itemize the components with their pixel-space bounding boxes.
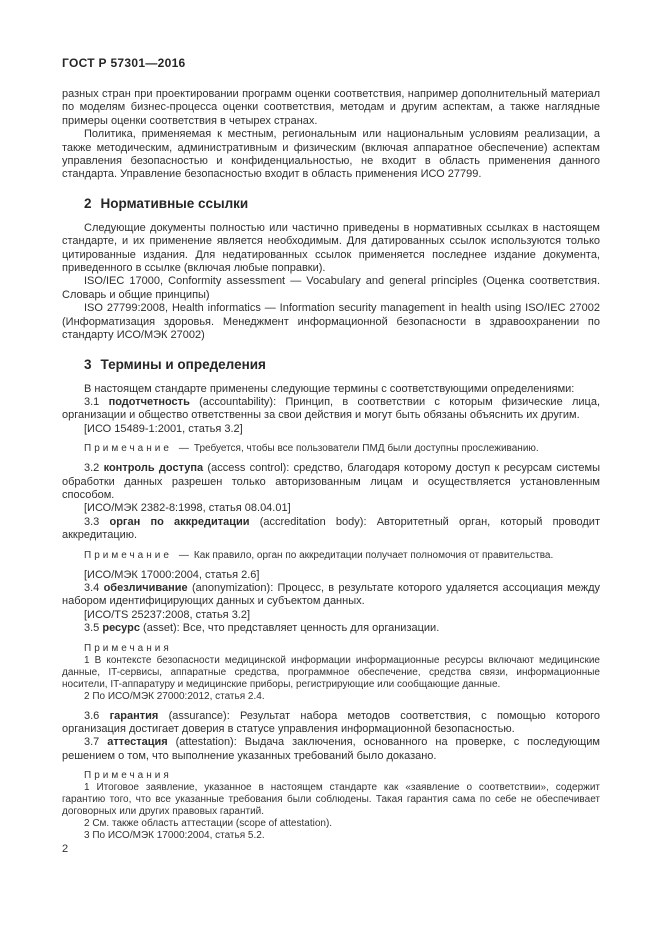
term-bold: обезличивание bbox=[103, 581, 188, 594]
section-number: 3 bbox=[84, 356, 92, 372]
note-dash: — bbox=[178, 443, 189, 455]
term-bold: орган по аккредитации bbox=[109, 515, 250, 528]
paragraph: ISO/IEC 17000, Conformity assessment — Vocabulary and general principles (Оценка соответствия. Словарь и общие принципы) bbox=[62, 275, 600, 301]
standard-reference: [ИСО/МЭК 2382-8:1998, статья 08.04.01] bbox=[84, 502, 291, 515]
standard-reference: [ИСО/TS 25237:2008, статья 3.2] bbox=[84, 608, 251, 621]
term-bold: гарантия bbox=[109, 709, 159, 722]
paragraph: 3.3 орган по аккредитации (accreditation body): Авторитетный орган, который проводит аккредитацию. bbox=[62, 515, 600, 542]
term-bold: аттестация bbox=[107, 736, 168, 749]
paragraph: Следующие документы полностью или частично приведены в нормативных ссылках в настоящем стандарте, и их применение является необходимым. Для датированных ссылок используются только цитированные издания. Для недатированных ссылок применяется последнее издание документа, приведенного в ссылке (включая любые поправки). bbox=[62, 221, 600, 275]
section-title: Нормативные ссылки bbox=[100, 195, 249, 211]
note-item: 1 Итоговое заявление, указанное в настоящем стандарте как «заявление о соответствии», содержит гарантию того, что все указанные требования были соблюдены. Такая гарантия сама по себе не обеспечивает договорных или других правовых гарантий. bbox=[62, 782, 600, 818]
note-block bbox=[62, 770, 600, 842]
note bbox=[62, 643, 600, 655]
document-body bbox=[62, 88, 600, 849]
paragraph: ISO 27799:2008, Health informatics — Information security management in health using ISO/IEC 27002 (Информатизация здоровья. Менеджмент информационной безопасности в здравоохранении по стандарту ИСО/МЭК 27002) bbox=[62, 302, 600, 342]
note-block bbox=[62, 550, 600, 562]
note-dash: — bbox=[178, 549, 189, 561]
section-heading bbox=[84, 196, 600, 212]
note-item: 3 По ИСО/МЭК 17000:2004, статья 5.2. bbox=[84, 830, 265, 842]
paragraph: 3.7 аттестация (attestation): Выдача заключения, основанного на проверке, с последующим решением о том, что выполнение указанных требований было доказано. bbox=[62, 736, 600, 762]
note-label: Примечание bbox=[84, 549, 172, 561]
section-title: Термины и определения bbox=[100, 356, 266, 372]
paragraph: 3.2 контроль доступа (access control): средство, благодаря которому доступ к ресурсам системы обработки данных разрешен только авторизованным лицам и осуществляется установленным способом. bbox=[62, 462, 601, 501]
note-item: 1 В контексте безопасности медицинской информации информационные ресурсы включают медицинские данные, IT-сервисы, аппаратные средства, программное обеспечение, средства связи, информационные носители, IT-аппаратуру и медицинские приборы, регистрирующие или сообщающие данные. bbox=[62, 654, 600, 690]
paragraph: Политика, применяемая к местным, региональным или национальным условиям реализации, а также методическим, административным и физическим (включая аппаратное обеспечение) аспектам управления безопасностью и конфиденциальностью, не входит в область применения данного стандарта. Управление безопасностью входит в область применения ИСО 27799. bbox=[62, 128, 600, 181]
term-bold: контроль доступа bbox=[103, 462, 204, 475]
note-label: Примечания bbox=[84, 770, 172, 782]
paragraph: 3.1 подотчетность (accountability): Принцип, в соответствии с которым физические лица, организации и общество ответственны за свои действия и могут быть обязаны объяснить их другим. bbox=[62, 395, 600, 422]
term-bold: подотчетность bbox=[108, 395, 190, 408]
paragraph: разных стран при проектировании программ оценки соответствия, например дополнительный материал по моделям бизнес-процесса оценки соответствия, методам и другим аспектам, а также наглядные примеры оценки соответствия в четырех странах. bbox=[62, 88, 600, 127]
note-block bbox=[62, 443, 600, 455]
page-header: ГОСТ Р 57301—2016 bbox=[62, 56, 186, 70]
section-number: 2 bbox=[84, 195, 92, 211]
paragraph: 3.6 гарантия (assurance): Результат набора методов соответствия, с помощью которого организация достигает доверия в статусе управления информационной безопасностью. bbox=[62, 709, 600, 735]
note: Примечание — Как правило, орган по аккредитации получает полномочия от правительства. bbox=[84, 549, 554, 561]
note-item: 2 См. также область аттестации (scope of attestation). bbox=[84, 818, 333, 830]
paragraph: 3.4 обезличивание (anonymization): Процесс, в результате которого удаляется ассоциация между набором идентифицирующих данных и субъектом данных. bbox=[62, 581, 600, 608]
note: Примечание — Требуется, чтобы все пользователи ПМД были доступны прослеживанию. bbox=[84, 443, 539, 455]
paragraph: В настоящем стандарте применены следующие термины с соответствующими определениями: bbox=[84, 382, 575, 395]
standard-reference: [ИСО 15489-1:2001, статья 3.2] bbox=[84, 422, 243, 435]
note-label: Примечания bbox=[84, 642, 172, 654]
note-item: 2 По ИСО/МЭК 27000:2012, статья 2.4. bbox=[84, 690, 265, 702]
standard-reference: [ИСО/МЭК 17000:2004, статья 2.6] bbox=[84, 568, 260, 581]
note bbox=[62, 770, 600, 782]
page-number: 2 bbox=[62, 843, 69, 855]
note-block bbox=[62, 643, 600, 703]
term-bold: ресурс bbox=[102, 622, 140, 635]
section-heading bbox=[84, 357, 600, 373]
note-label: Примечание bbox=[84, 443, 172, 455]
paragraph: 3.5 ресурс (asset): Все, что представляет ценность для организации. bbox=[84, 622, 440, 635]
